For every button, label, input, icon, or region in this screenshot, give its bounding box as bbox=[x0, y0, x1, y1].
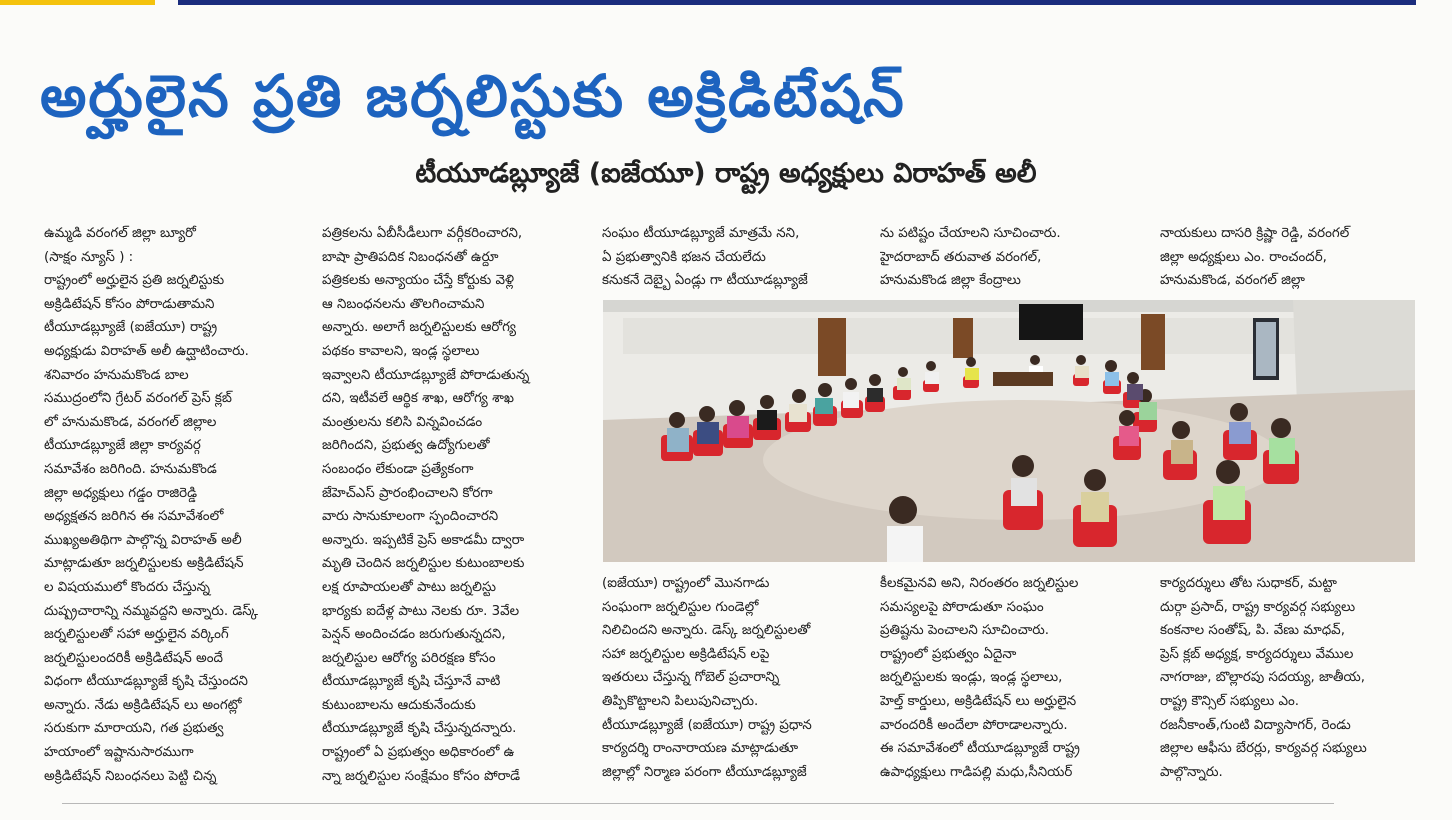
text-line: జేహెచ్ఎస్ ప్రారంభించాలని కోరగా bbox=[322, 485, 493, 501]
text-line: హైదరాబాద్ తరువాత వరంగల్, bbox=[880, 249, 1042, 265]
text-line: ఏ ప్రభుత్వానికి భజన చేయలేదు bbox=[602, 249, 766, 265]
bottom-divider bbox=[62, 803, 1334, 804]
text-line: వారందరికీ అందేలా పోరాడాలన్నారు. bbox=[880, 717, 1068, 733]
text-line: టీయూడబ్ల్యూజే (ఐజేయూ) రాష్ట్ర bbox=[44, 320, 218, 336]
text-line: దని, ఇటీవలే ఆర్థిక శాఖ, ఆరోగ్య శాఖ bbox=[322, 391, 514, 407]
text-line: కార్యదర్శి రాంనారాయణ మాట్లాడుతూ bbox=[602, 741, 799, 757]
text-line: లక్ష రూపాయలతో పాటు జర్నలిస్టు bbox=[322, 579, 497, 595]
text-line: సమస్యలపై పోరాడుతూ సంఘం bbox=[880, 599, 1044, 615]
article-column-2 bbox=[322, 222, 584, 788]
article-column-5-bottom bbox=[1160, 572, 1422, 786]
text-line: టీయూడబ్ల్యూజే కృషి చేస్తూనే వాటి bbox=[322, 674, 501, 690]
text-line: రాష్ట్రంలో ప్రభుత్వం ఏదైనా bbox=[880, 646, 1017, 662]
text-line: ప్రెస్ క్లబ్ అధ్యక్ష, కార్యదర్శులు వేముల bbox=[1160, 646, 1354, 662]
text-line: ముఖ్యఅతిథిగా పాల్గొన్న విరాహత్ అలీ bbox=[44, 532, 242, 548]
text-line: నాయకులు దాసరి క్రిష్ణా రెడ్డి, వరంగల్ bbox=[1160, 226, 1350, 241]
text-line: పథకం కావాలని, ఇండ్ల స్థలాలు bbox=[322, 343, 480, 359]
text-line: ఉమ్మడి వరంగల్ జిల్లా బ్యూరో bbox=[44, 226, 196, 241]
text-line: దుష్ప్రచారాన్ని నమ్మవద్దని అన్నారు. డెస్క్ bbox=[44, 603, 258, 619]
text-line: హనుమకొండ జిల్లా కేంద్రాలు bbox=[880, 273, 1021, 289]
text-line: రాష్ట్ర కౌన్సిల్ సభ్యులు ఎం. bbox=[1160, 693, 1300, 709]
text-line: న్నా జర్నలిస్టుల సంక్షేమం కోసం పోరాడే bbox=[322, 768, 521, 784]
text-line: కీలకమైనవి అని, నిరంతరం జర్నలిస్టుల bbox=[880, 576, 1079, 591]
text-line: రజనీకాంత్,గుంటి విద్యాసాగర్, రెండు bbox=[1160, 717, 1351, 733]
article-column-3-bottom bbox=[602, 572, 864, 786]
text-line: రాష్ట్రంలో ఏ ప్రభుత్వం అధికారంలో ఉ bbox=[322, 745, 515, 761]
text-line: పాల్గొన్నారు. bbox=[1160, 764, 1223, 780]
text-line: జర్నలిస్టులతో సహా అర్హులైన వర్కింగ్ bbox=[44, 627, 229, 643]
text-line: జిల్లాల ఆఫీసు బేరర్లు, కార్యవర్గ సభ్యులు bbox=[1160, 741, 1367, 757]
text-line: అన్నారు. ఇప్పటికే ప్రెస్ అకాడమీ ద్వారా bbox=[322, 532, 525, 548]
text-line: తిప్పికొట్టాలని పిలుపునిచ్చారు. bbox=[602, 693, 759, 709]
text-line: హెల్త్ కార్డులు, అక్రిడిటేషన్ లు అర్హులైన bbox=[880, 693, 1077, 709]
text-line: అక్రిడిటేషన్ కోసం పోరాడుతామని bbox=[44, 296, 215, 312]
top-accent-bar-navy bbox=[178, 0, 1416, 5]
text-line: ఇవ్వాలని టీయూడబ్ల్యూజే పోరాడుతున్న bbox=[322, 367, 530, 383]
text-line: హయాంలో ఇష్టానుసారముగా bbox=[44, 745, 194, 761]
text-line: మంత్రులను కలిసి విన్నవించడం bbox=[322, 414, 483, 430]
article-column-1 bbox=[44, 222, 306, 788]
meeting-photo bbox=[603, 300, 1415, 562]
text-line: సరుకుగా మారాయని, గత ప్రభుత్వ bbox=[44, 721, 224, 737]
text-line: అధ్యక్షుడు విరాహత్ అలీ ఉద్ఘాటించారు. bbox=[44, 343, 249, 359]
headline: అర్హులైన ప్రతి జర్నలిస్టుకు అక్రిడిటేషన్ bbox=[40, 62, 906, 130]
article-column-4-bottom bbox=[880, 572, 1142, 786]
text-line: పెన్షన్ అందించడం జరుగుతున్నదని, bbox=[322, 627, 506, 643]
text-line: ఇతరులు చేస్తున్న గోబెల్ ప్రచారాన్ని bbox=[602, 670, 780, 686]
text-line: నాగరాజు, బొల్లారపు సదయ్య, జాతీయ, bbox=[1160, 670, 1365, 686]
text-line: టీయూడబ్ల్యూజే (ఐజేయూ) రాష్ట్ర ప్రధాన bbox=[602, 717, 812, 733]
text-line: కనుకనే దెబ్బై ఏండ్లు గా టీయూడబ్ల్యూజే bbox=[602, 273, 808, 289]
text-line: జిల్లా అధ్యక్షులు ఎం. రాంచందర్, bbox=[1160, 249, 1327, 265]
text-line: (సాక్షం న్యూస్ ) : bbox=[44, 249, 134, 265]
text-line: మృతి చెందిన జర్నలిస్టుల కుటుంబాలకు bbox=[322, 556, 525, 572]
text-line: భార్యకు ఐదేళ్ల పాటు నెలకు రూ. 3వేల bbox=[322, 603, 520, 619]
text-line: సముద్రంలోని గ్రేటర్ వరంగల్ ప్రెస్ క్లబ్ bbox=[44, 391, 232, 407]
text-line: సంఘంగా జర్నలిస్టుల గుండెల్లో bbox=[602, 599, 759, 615]
text-line: విధంగా టీయూడబ్ల్యూజే కృషి చేస్తుందని bbox=[44, 674, 248, 690]
article-column-3-top bbox=[602, 222, 864, 296]
text-line: ల విషయములో కొందరు చేస్తున్న bbox=[44, 579, 210, 595]
text-line: హనుమకొండ, వరంగల్ జిల్లా bbox=[1160, 273, 1305, 289]
text-line: బాషా ప్రాతిపదిక నిబంధనతో ఉర్దూ bbox=[322, 249, 499, 265]
subheadline: టీయూడబ్ల్యూజే (ఐజేయూ) రాష్ట్ర అధ్యక్షులు విరాహత్ అలీ bbox=[415, 158, 1037, 189]
text-line: అక్రిడిటేషన్ నిబంధనలు పెట్టి చిన్న bbox=[44, 768, 217, 784]
text-line: కార్యదర్శులు తోట సుధాకర్, మట్టా bbox=[1160, 576, 1337, 591]
text-line: పత్రికలకు అన్యాయం చేస్తే కోర్టుకు వెళ్లి bbox=[322, 273, 515, 289]
text-line: అన్నారు. అలాగే జర్నలిస్టులకు ఆరోగ్య bbox=[322, 320, 517, 336]
text-line: టీయూడబ్ల్యూజే జిల్లా కార్యవర్గ bbox=[44, 438, 201, 454]
text-line: జర్నలిస్టులకు ఇండ్లు, ఇండ్ల స్థలాలు, bbox=[880, 670, 1063, 686]
article-column-5-top bbox=[1160, 222, 1422, 296]
text-line: టీయూడబ్ల్యూజే కృషి చేస్తున్నదన్నారు. bbox=[322, 721, 517, 737]
text-line: రాష్ట్రంలో అర్హులైన ప్రతి జర్నలిస్టుకు bbox=[44, 273, 225, 289]
text-line: సమావేశం జరిగింది. హనుమకొండ bbox=[44, 461, 217, 477]
text-line: జర్నలిస్టులందరికీ అక్రిడిటేషన్ అందే bbox=[44, 650, 223, 666]
text-line: వారు సానుకూలంగా స్పందించారని bbox=[322, 509, 499, 525]
text-line: సంబంధం లేకుండా ప్రత్యేకంగా bbox=[322, 461, 474, 477]
text-line: మాట్లాడుతూ జర్నలిస్టులకు అక్రిడిటేషన్ bbox=[44, 556, 244, 572]
text-line: సంఘం టీయూడబ్ల్యూజే మాత్రమే నని, bbox=[602, 226, 800, 241]
text-line: ఆ నిబంధనలను తొలగించామని bbox=[322, 296, 485, 312]
text-line: ఉపాధ్యక్షులు గాడిపల్లి మధు,సీనియర్ bbox=[880, 764, 1073, 780]
text-line: ప్రతిష్టను పెంచాలని సూచించారు. bbox=[880, 623, 1050, 639]
text-line: పత్రికలను ఏబీసీడీలుగా వర్గీకరించారని, bbox=[322, 226, 523, 241]
top-accent-bar-yellow bbox=[0, 0, 155, 5]
text-line: కంకనాల సంతోష్, పి. వేణు మాధవ్, bbox=[1160, 623, 1345, 639]
text-line: దుర్గా ప్రసాద్, రాష్ట్ర కార్యవర్గ సభ్యులు bbox=[1160, 599, 1356, 615]
text-line: ను పటిష్టం చేయాలని సూచించారు. bbox=[880, 226, 1061, 241]
article-column-4-top bbox=[880, 222, 1142, 296]
text-line: జిల్లా అధ్యక్షులు గడ్డం రాజిరెడ్డి bbox=[44, 485, 198, 501]
text-line: జరిగిందని, ప్రభుత్వ ఉద్యోగులతో bbox=[322, 438, 490, 454]
text-line: లో హనుమకొండ, వరంగల్ జిల్లాల bbox=[44, 414, 217, 430]
text-line: శనివారం హనుమకొండ బాల bbox=[44, 367, 189, 383]
text-line: నిలిచిందని అన్నారు. డెస్క్ జర్నలిస్టులతో bbox=[602, 623, 811, 639]
text-line: ఈ సమావేశంలో టీయూడబ్ల్యూజే రాష్ట్ర bbox=[880, 741, 1080, 757]
text-line: జిల్లాల్లో నిర్మాణ పరంగా టీయూడబ్ల్యూజే bbox=[602, 764, 807, 780]
text-line: అన్నారు. నేడు అక్రిడిటేషన్ లు అంగట్లో bbox=[44, 697, 242, 713]
text-line: సహా జర్నలిస్టుల అక్రిడిటేషన్ లపై bbox=[602, 646, 770, 662]
text-line: అధ్యక్షతన జరిగిన ఈ సమావేశంలో bbox=[44, 509, 224, 525]
text-line: కుటుంబాలను ఆదుకునేందుకు bbox=[322, 697, 476, 713]
text-line: జర్నలిస్టుల ఆరోగ్య పరిరక్షణ కోసం bbox=[322, 650, 496, 666]
text-line: (ఐజేయూ) రాష్ట్రంలో మొనగాడు bbox=[602, 576, 770, 591]
